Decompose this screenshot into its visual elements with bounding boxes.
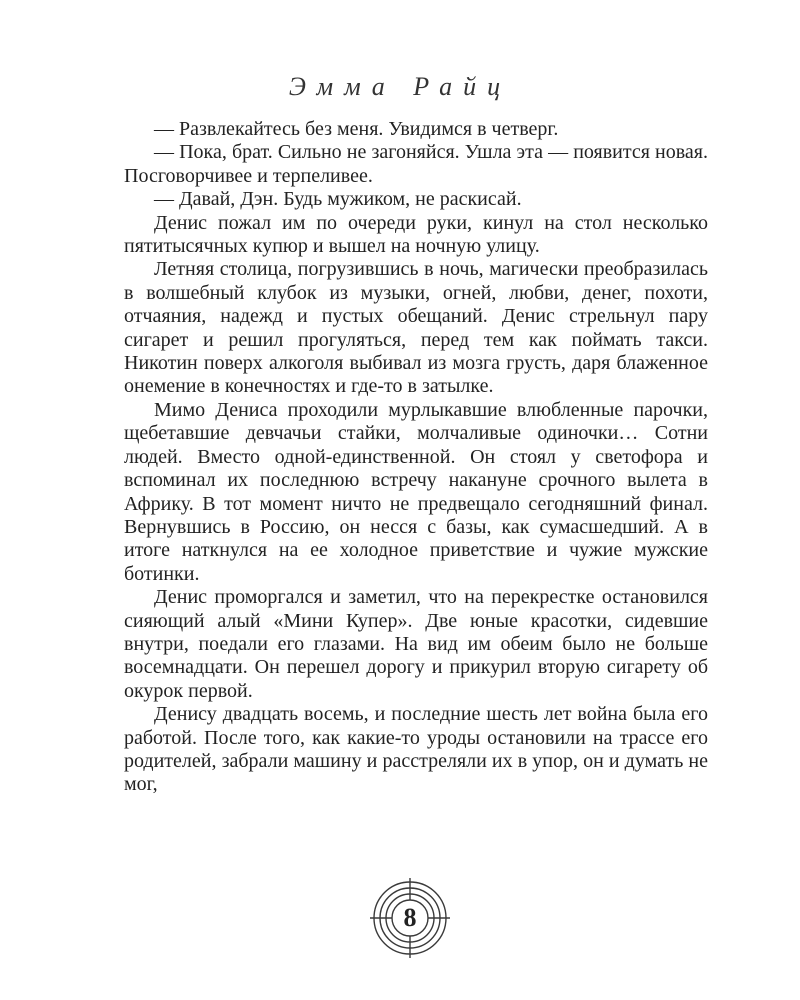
body-text bbox=[124, 118, 708, 797]
page-number-badge bbox=[370, 878, 450, 958]
paragraph: Денис пожал им по очереди руки, кинул на стол несколько пятитысячных купюр и вышел на ночную улицу. bbox=[124, 211, 708, 258]
paragraph: — Давай, Дэн. Будь мужиком, не раскисай. bbox=[154, 188, 522, 211]
paragraph: Денис проморгался и заметил, что на перекрестке остановился сияющий алый «Мини Купер». Две юные красотки, сидевшие внутри, поедали его глазами. На вид им обеим было не больше восемнадцати. Он перешел дорогу и прикурил вторую сигарету об окурок первой. bbox=[124, 586, 708, 702]
paragraph: — Развлекайтесь без меня. Увидимся в четверг. bbox=[154, 118, 559, 140]
paragraph: — Пока, брат. Сильно не загоняйся. Ушла эта — появится новая. Посговорчивее и терпеливее. bbox=[124, 141, 708, 187]
paragraph: Денису двадцать восемь, и последние шесть лет война была его работой. После того, как какие-то уроды остановили на трассе его родителей, забрали машину и расстреляли их в упор, он и думать не мог, bbox=[124, 703, 708, 796]
running-head: Эмма Райц bbox=[288, 72, 512, 101]
page-number: 8 bbox=[403, 903, 417, 932]
paragraph: Мимо Дениса проходили мурлыкавшие влюбленные парочки, щебетавшие девчачьи стайки, молчаливые одиночки… Сотни людей. Вместо одной-единственной. Он стоял у светофора и вспоминал их последнюю встречу накануне срочного вылета в Африку. В тот момент ничто не предвещало сегодняшний финал. Вернувшись в Россию, он несся с базы, как сумасшедший. А в итоге наткнулся на ее холодное приветствие и чужие мужские ботинки. bbox=[124, 398, 708, 585]
paragraph: Летняя столица, погрузившись в ночь, магически преобразилась в волшебный клубок из музыки, огней, любви, денег, похоти, отчаяния, надежд и пустых обещаний. Денис стрельнул пару сигарет и решил прогуляться, перед тем как поймать такси. Никотин поверх алкоголя выбивал из мозга грусть, даря блаженное онемение в конечностях и где-то в затылке. bbox=[124, 258, 708, 398]
